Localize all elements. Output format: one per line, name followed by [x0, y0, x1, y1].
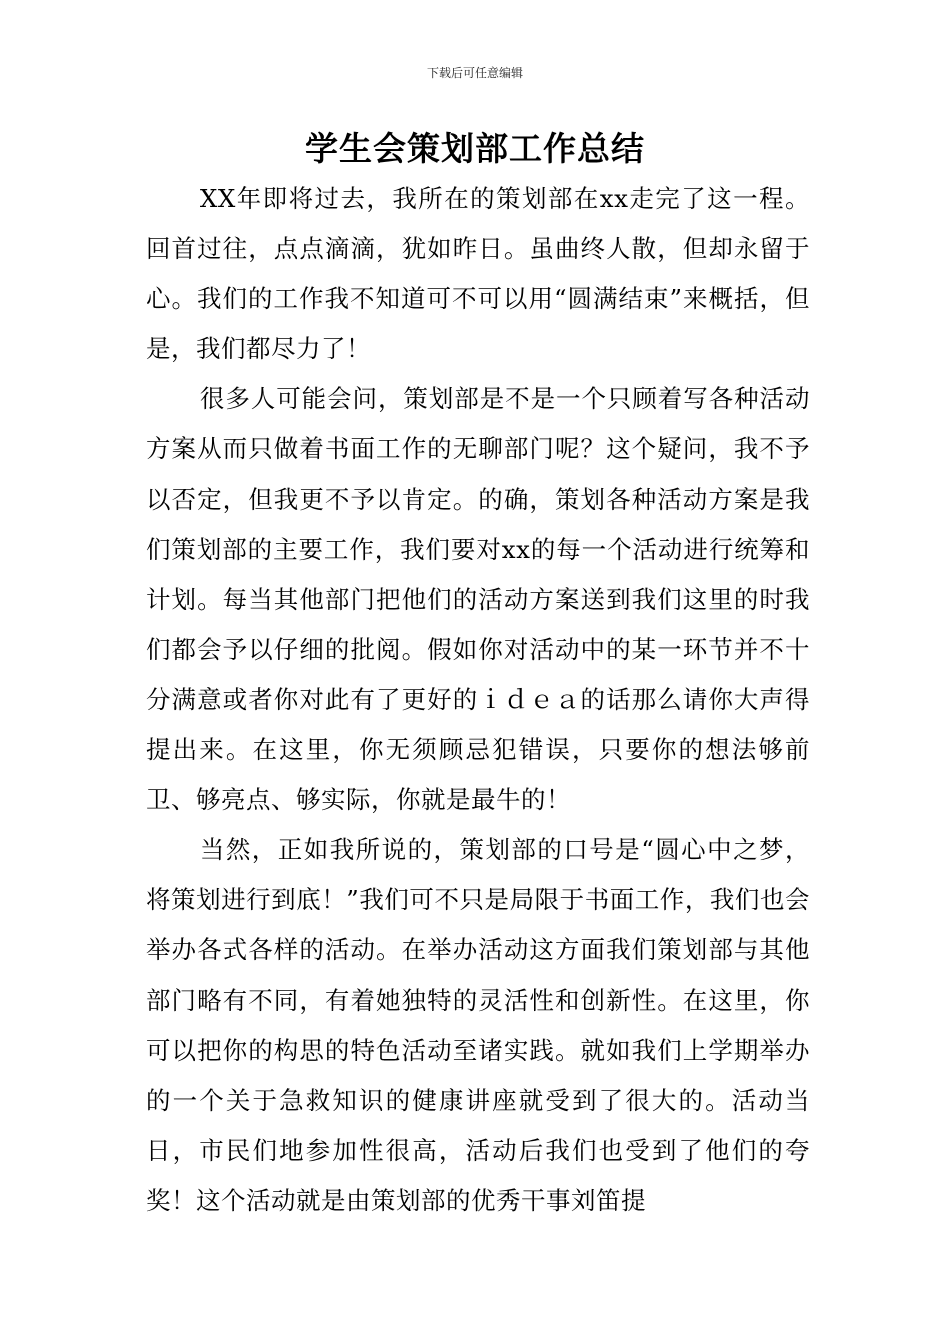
document-body [146, 174, 810, 1226]
paragraph-1: XX年即将过去，我所在的策划部在xx走完了这一程。回首过往，点点滴滴，犹如昨日。虽曲终人散，但却永留于心。我们的工作我不知道可不可以用“圆满结束”来概括，但是，我们都尽力了！ [146, 184, 810, 364]
paragraph-2: 很多人可能会问，策划部是不是一个只顾着写各种活动方案从而只做着书面工作的无聊部门呢？这个疑问，我不予以否定，但我更不予以肯定。的确，策划各种活动方案是我们策划部的主要工作，我们要对xx的每一个活动进行统筹和计划。每当其他部门把他们的活动方案送到我们这里的时我们都会予以仔细的批阅。假如你对活动中的某一环节并不十分满意或者你对此有了更好的ｉｄｅａ的话那么请你大声得提出来。在这里，你无须顾忌犯错误，只要你的想法够前卫、够亮点、够实际，你就是最牛的！ [146, 384, 810, 815]
paragraph-3: 当然，正如我所说的，策划部的口号是“圆心中之梦，将策划进行到底！”我们可不只是局限于书面工作，我们也会举办各式各样的活动。在举办活动这方面我们策划部与其他部门略有不同，有着她独特的灵活性和创新性。在这里，你可以把你的构思的特色活动至诸实践。就如我们上学期举办的一个关于急救知识的健康讲座就受到了很大的。活动当日，市民们地参加性很高，活动后我们也受到了他们的夸奖！这个活动就是由策划部的优秀干事刘笛提 [146, 835, 810, 1215]
document-title: 学生会策划部工作总结 [305, 129, 645, 168]
header-note: 下载后可任意编辑 [426, 66, 523, 80]
